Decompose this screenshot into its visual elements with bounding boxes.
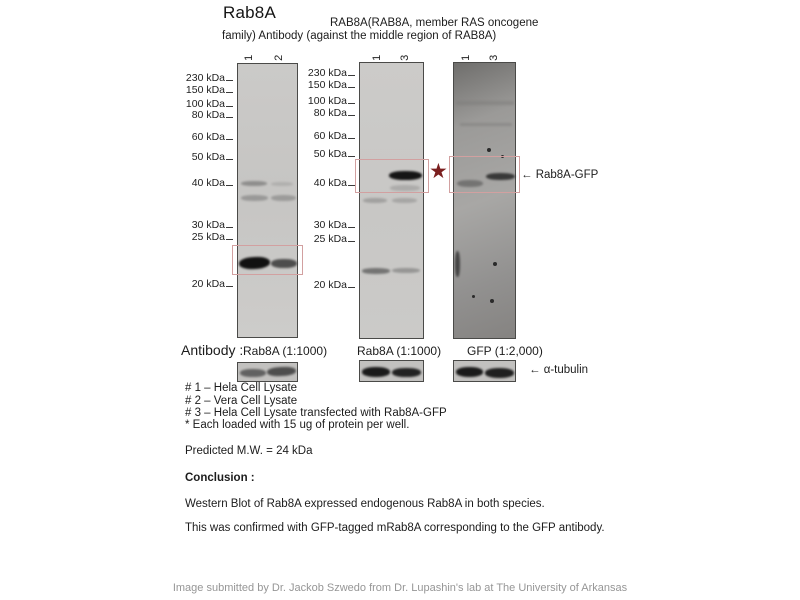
mw-marker: 60 kDa — [185, 132, 233, 143]
antibody-name-panel3: GFP (1:2,000) — [467, 344, 543, 358]
antibody-name-panel2: Rab8A (1:1000) — [357, 344, 442, 358]
band — [271, 182, 293, 186]
tubulin-strip-3 — [453, 360, 516, 382]
band — [241, 195, 268, 201]
gel-smear — [455, 251, 460, 277]
highlight-box-panel1 — [232, 245, 303, 275]
antibody-heading: Antibody : — [181, 342, 244, 358]
tubulin-strip-2 — [359, 360, 424, 382]
band — [240, 369, 266, 377]
mw-marker: 230 kDa — [185, 73, 233, 84]
highlight-box-panel2 — [355, 159, 429, 193]
mw-marker: 25 kDa — [185, 232, 233, 243]
mw-marker: 40 kDa — [307, 178, 355, 189]
mw-marker: 30 kDa — [307, 220, 355, 231]
mw-marker: 60 kDa — [307, 131, 355, 142]
band — [392, 198, 417, 203]
legend-line-3: # 3 – Hela Cell Lysate transfected with Rab8A-GFP — [185, 407, 447, 419]
mw-marker: 30 kDa — [185, 220, 233, 231]
mw-marker: 20 kDa — [185, 279, 233, 290]
mw-marker: 25 kDa — [307, 234, 355, 245]
mw-marker: 100 kDa — [185, 99, 233, 110]
tubulin-strip-1 — [237, 362, 298, 382]
antibody-name-panel1: Rab8A (1:1000) — [243, 344, 328, 358]
mw-marker: 230 kDa — [307, 68, 355, 79]
mw-marker: 80 kDa — [307, 108, 355, 119]
legend-line-4: * Each loaded with 15 ug of protein per well. — [185, 419, 410, 431]
mw-marker: 100 kDa — [307, 96, 355, 107]
conclusion-heading: Conclusion : — [185, 472, 255, 484]
band — [485, 368, 514, 378]
band — [392, 368, 421, 377]
band — [392, 268, 420, 273]
gel-streak — [456, 101, 514, 105]
legend-line-2: # 2 – Vera Cell Lysate — [185, 395, 298, 407]
band — [241, 181, 267, 186]
subtitle-line1: RAB8A(RAB8A, member RAS oncogene — [330, 17, 539, 29]
gel-panel-1 — [237, 63, 298, 338]
mw-marker: 50 kDa — [185, 152, 233, 163]
band — [362, 367, 390, 377]
figure-title: Rab8A — [223, 3, 276, 22]
predicted-mw: Predicted M.W. = 24 kDa — [185, 445, 313, 457]
legend-line-1: # 1 – Hela Cell Lysate — [185, 382, 298, 394]
gel-speck — [490, 299, 494, 303]
mw-marker: 80 kDa — [185, 110, 233, 121]
band — [271, 195, 296, 201]
mw-marker: 150 kDa — [185, 85, 233, 96]
conclusion-line-2: This was confirmed with GFP-tagged mRab8A corresponding to the GFP antibody. — [185, 522, 605, 534]
gel-panel-3 — [453, 62, 516, 339]
conclusion-line-1: Western Blot of Rab8A expressed endogenous Rab8A in both species. — [185, 498, 545, 510]
band — [267, 366, 296, 377]
band — [362, 268, 390, 274]
band — [363, 198, 387, 203]
mw-marker: 50 kDa — [307, 149, 355, 160]
gel-speck — [487, 148, 491, 152]
highlight-box-panel3 — [449, 156, 520, 193]
gel-speck — [472, 295, 475, 298]
gel-panel-2 — [359, 62, 424, 339]
mw-marker: 150 kDa — [307, 80, 355, 91]
rab8a-gfp-arrow-label: ← Rab8A-GFP — [521, 169, 599, 181]
gel-speck — [493, 262, 497, 266]
submission-caption: Image submitted by Dr. Jackob Szwedo from Dr. Lupashin's lab at The University of Arkansas — [172, 582, 628, 594]
subtitle-line2: family) Antibody (against the middle region of RAB8A) — [222, 30, 497, 42]
star-marker: ★ — [429, 160, 448, 183]
gel-streak — [460, 123, 512, 126]
mw-marker: 20 kDa — [307, 280, 355, 291]
band — [456, 367, 483, 377]
tubulin-arrow-label: ← α-tubulin — [529, 364, 589, 376]
mw-marker: 40 kDa — [185, 178, 233, 189]
